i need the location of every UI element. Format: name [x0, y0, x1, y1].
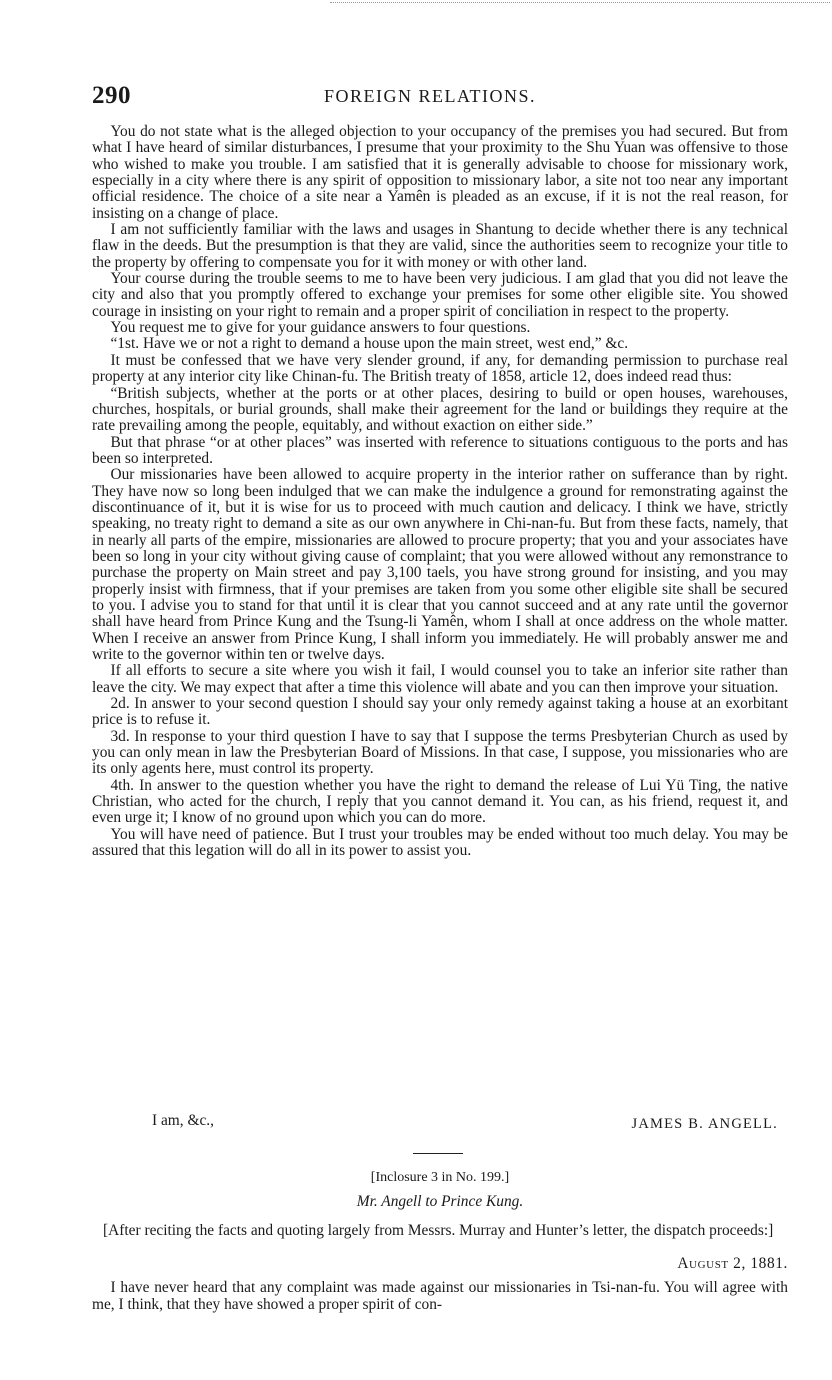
salutation: I am, &c.,	[152, 1112, 214, 1129]
quoted-treaty-article: “British subjects, whether at the ports or at other places, desiring to build or open houses, warehouses, churches, hospitals, or burial grounds, shall make their agreement for the land or buildings they require at the rate prevailing among the people, equitably, and without exaction on either side.”	[92, 384, 788, 435]
signature: JAMES B. ANGELL.	[631, 1116, 778, 1132]
paragraph: But that phrase “or at other places” was inserted with reference to situations contiguous to the ports and has been so interpreted.	[92, 433, 788, 467]
paragraph: Your course during the trouble seems to me to have been very judicious. I am glad that you did not leave the city and also that you promptly offered to exchange your premises for some other eligible site. You showed courage in insisting on your right to remain and a proper spirit of conciliation in respect to the property.	[92, 270, 788, 320]
dispatch-body	[92, 1279, 788, 1313]
paragraph: It must be confessed that we have very slender ground, if any, for demanding permission to purchase real property at any interior city like Chinan-fu. The British treaty of 1858, article 12, does indeed read thus:	[92, 351, 788, 386]
editorial-note: [After reciting the facts and quoting largely from Messrs. Murray and Hunter’s letter, the dispatch proceeds:]	[103, 1222, 774, 1239]
paragraph: 3d. In response to your third question I have to say that I suppose the terms Presbyterian Church as used by you can only mean in law the Presbyterian Board of Missions. In that case, I suppose, you missionaries who are its only agents here, must control its property.	[92, 727, 788, 778]
paragraph: If all efforts to secure a site where you wish it fail, I would counsel you to take an inferior site rather than leave the city. We may expect that after a time this violence will abate and you can then improve your situation.	[92, 662, 788, 696]
paragraph: 4th. In answer to the question whether you have the right to demand the release of Lui Yü Ting, the native Christian, who acted for the church, I reply that you cannot demand it. You can, as his friend, request it, and even urge it; I know of no ground upon which you can do more.	[92, 776, 788, 827]
paragraph: I am not sufficiently familiar with the laws and usages in Shantung to decide whether there is any technical flaw in the deeds. But the presumption is that they are valid, since the authorities seem to recognize your title to the property by offering to compensate you for it with money or with other land.	[92, 221, 788, 271]
top-dotted-rule	[330, 2, 830, 3]
running-head: FOREIGN RELATIONS.	[324, 86, 537, 106]
dispatch-title: Mr. Angell to Prince Kung.	[356, 1193, 524, 1210]
paragraph: “1st. Have we or not a right to demand a house upon the main street, west end,” &c.	[110, 335, 629, 353]
inclosure-label: [Inclosure 3 in No. 199.]	[370, 1170, 510, 1185]
dispatch-date: August 2, 1881.	[677, 1255, 788, 1272]
page-number: 290	[92, 82, 131, 109]
page-header	[92, 82, 788, 112]
letter-body	[92, 124, 788, 859]
letter-closing	[92, 1112, 788, 1132]
paragraph: I have never heard that any complaint was made against our missionaries in Tsi-nan-fu. You will agree with me, I think, that they have showed a proper spirit of con-	[92, 1279, 788, 1313]
paragraph: 2d. In answer to your second question I should say your only remedy against taking a house at an exorbitant price is to refuse it.	[92, 695, 788, 729]
section-divider	[413, 1153, 463, 1154]
paragraph: You request me to give for your guidance answers to four questions.	[110, 319, 531, 337]
paragraph: Our missionaries have been allowed to acquire property in the interior rather on sufferance than by right. They have now so long been indulged that we can make the indulgence a ground for remonstrating against the discontinuance of it, but it is wise for us to proceed with much caution and delicacy. I think we have, strictly speaking, no treaty right to demand a site as our own anywhere in Chi-nan-fu. But from these facts, namely, that in nearly all parts of the empire, missionaries are allowed to procure property; that you and your associates have been so long in your city without giving cause of complaint; that you were allowed without any remonstrance to purchase the property on Main street and pay 3,100 taels, you have strong ground for insisting, and you may properly insist with firmness, that if your premises are taken from you some other eligible site shall be secured to you. I advise you to stand for that until it is clear that you cannot succeed and at any rate until the governor shall have heard from Prince Kung and the Tsung-li Yamên, whom I shall at once address on the whole matter. When I receive an answer from Prince Kung, I shall inform you immediately. He will probably answer me and write to the governor within ten or twelve days.	[92, 466, 788, 663]
paragraph: You will have need of patience. But I trust your troubles may be ended without too much delay. You may be assured that this legation will do all in its power to assist you.	[92, 825, 788, 860]
paragraph: You do not state what is the alleged objection to your occupancy of the premises you had secured. But from what I have heard of similar disturbances, I presume that your proximity to the Shu Yuan was offensive to those who wished to make you trouble. I am satisfied that it is generally advisable to choose for missionary work, especially in a city where there is any spirit of opposition to missionary labor, a site not too near any important official residence. The choice of a site near a Yamên is pleaded as an excuse, if it is not the real reason, for insisting on a change of place.	[92, 123, 788, 222]
